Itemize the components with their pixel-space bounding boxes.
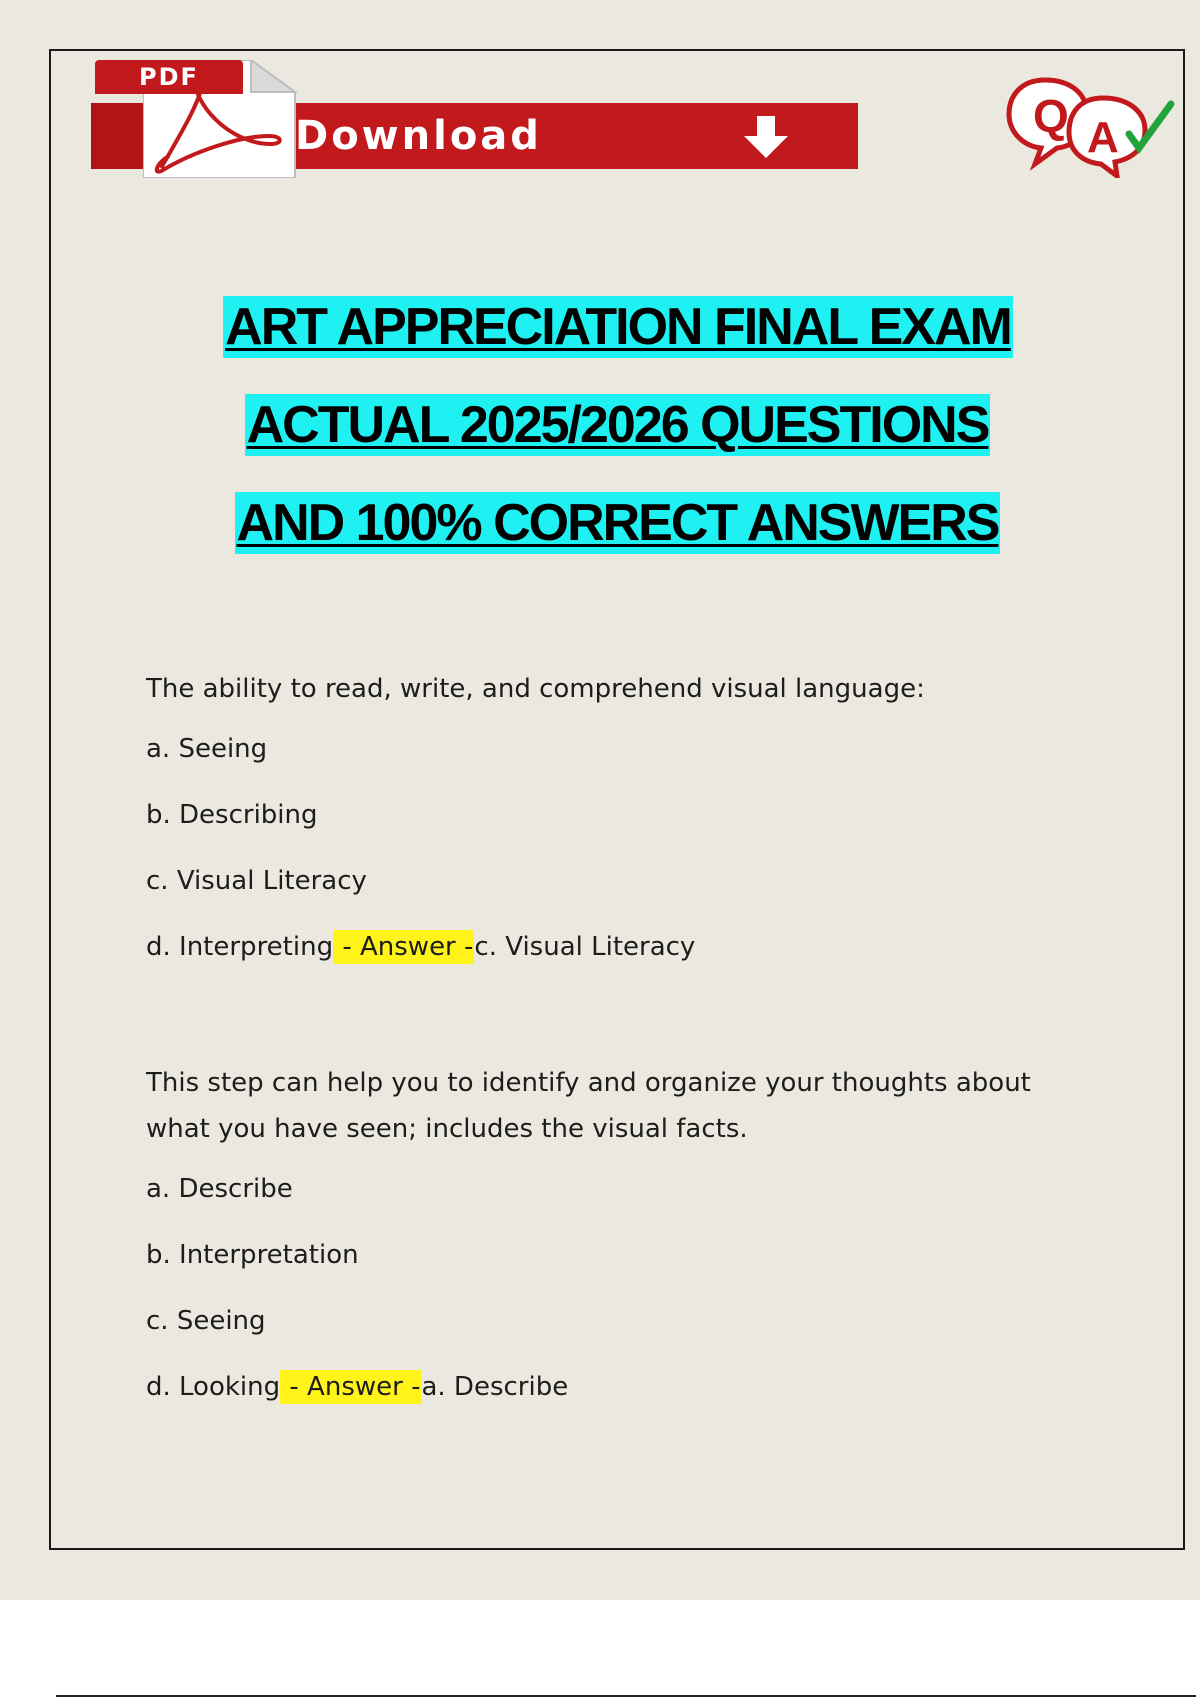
question-text: The ability to read, write, and comprehend visual language: [146,674,925,704]
option-c: c. Seeing [146,1306,266,1336]
bottom-divider [56,1695,1196,1697]
option-a: a. Describe [146,1174,293,1204]
download-arrow-icon[interactable] [738,114,794,160]
option-d-with-answer [146,1370,1046,1404]
qa-check-logo-icon [1005,74,1177,178]
download-label[interactable]: Download [295,113,542,159]
title-line-2: ACTUAL 2025/2026 QUESTIONS [246,396,989,454]
svg-text:Q: Q [1033,90,1069,142]
title-line-3: AND 100% CORRECT ANSWERS [236,494,999,552]
question-1 [146,666,1046,996]
answer-text: c. Visual Literacy [474,932,696,962]
svg-text:A: A [1087,113,1119,162]
option-d-with-answer [146,930,1046,964]
exam-title [60,296,1175,590]
pdf-tag: PDF [95,60,243,94]
answer-text: a. Describe [421,1372,569,1402]
question-2 [146,1060,1046,1436]
option-a: a. Seeing [146,734,268,764]
question-line-1: This step can help you to identify and organize your thoughts about [146,1068,1031,1098]
question-line-2: what you have seen; includes the visual facts. [146,1114,748,1144]
option-b: b. Describing [146,800,318,830]
answer-marker: - Answer - [334,932,474,962]
banner-left-block [91,103,143,169]
option-d: d. Interpreting [146,932,334,962]
answer-marker: - Answer - [281,1372,421,1402]
question-text [146,1060,1046,1152]
option-c: c. Visual Literacy [146,866,367,896]
option-d: d. Looking [146,1372,281,1402]
option-b: b. Interpretation [146,1240,359,1270]
title-line-1: ART APPRECIATION FINAL EXAM [225,298,1011,356]
